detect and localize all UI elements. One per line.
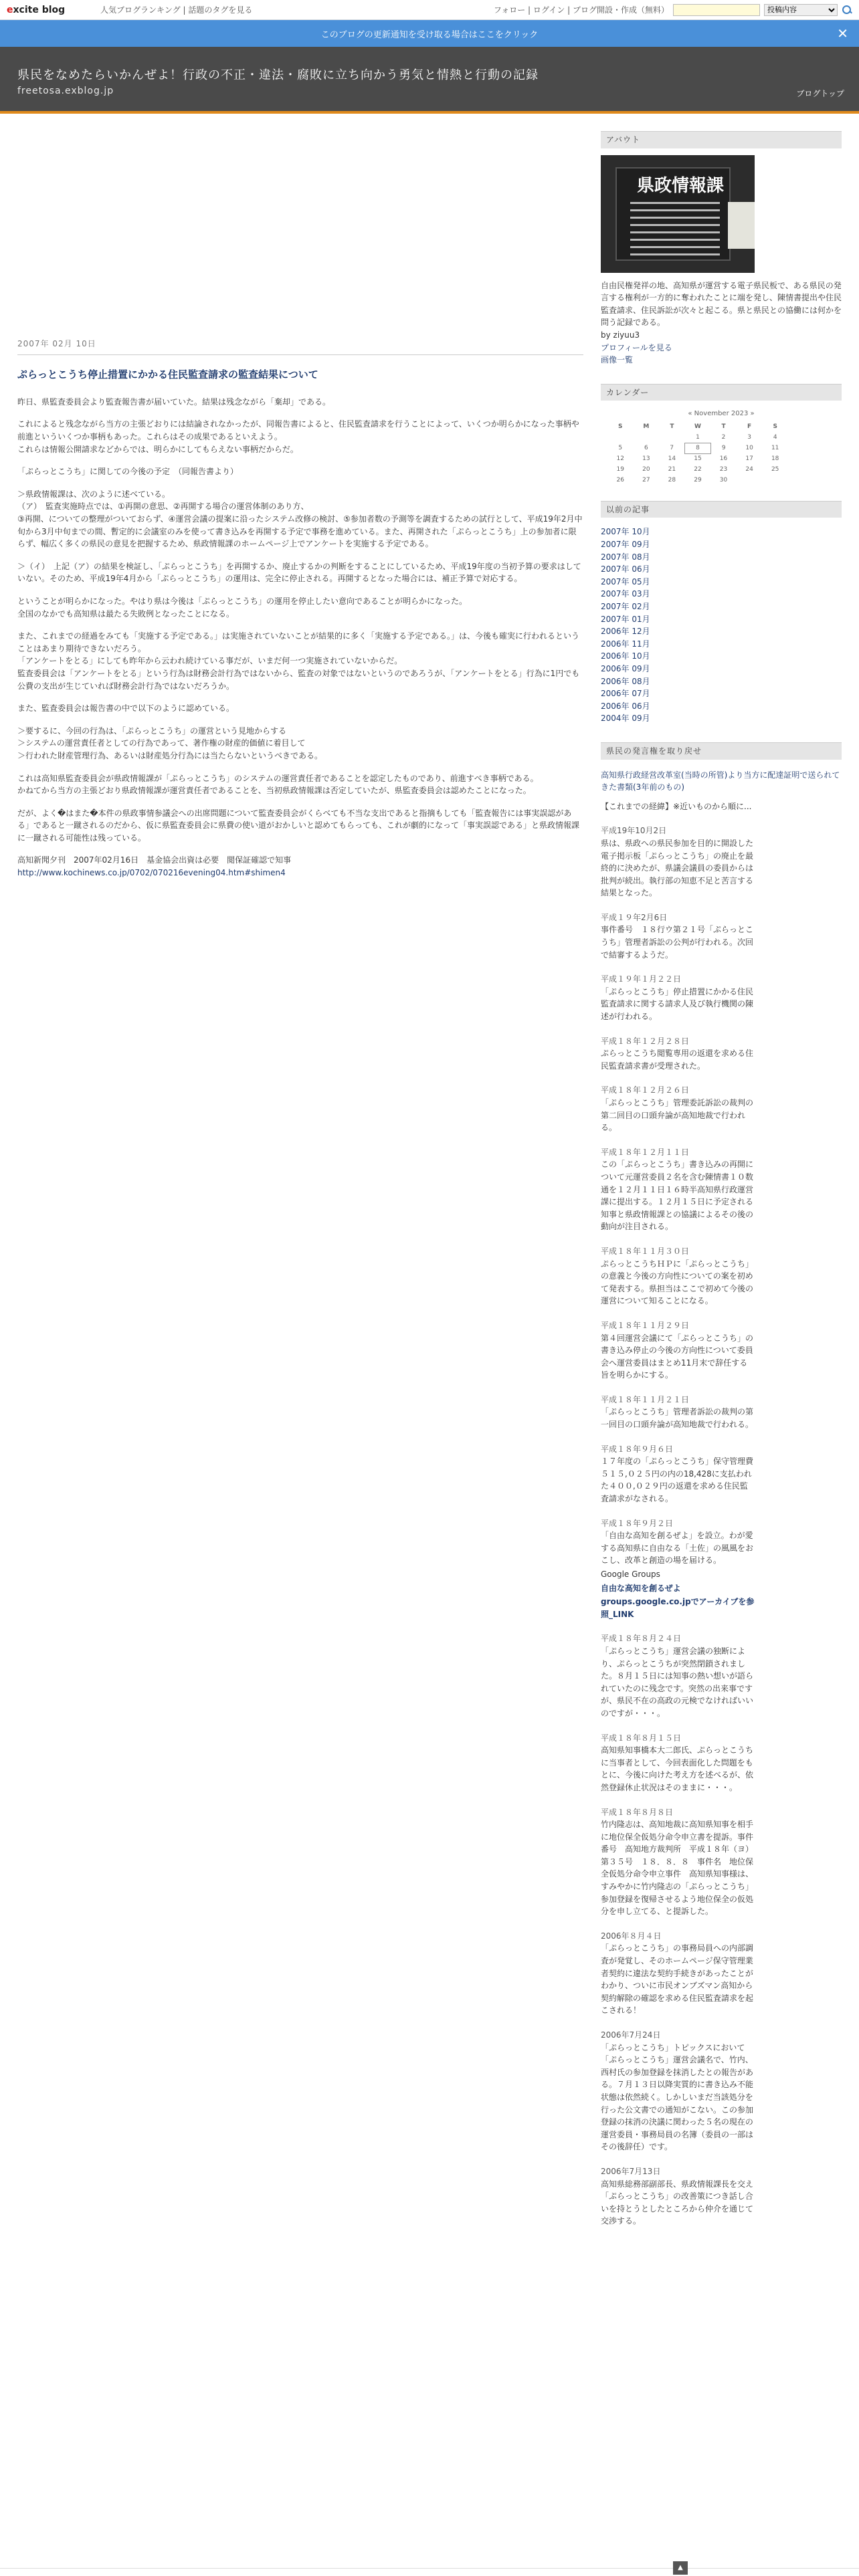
calendar-day: 18 xyxy=(771,455,779,462)
post-paragraph: ということが明らかになった。やはり県は今後は「ぷらっとこうち」の運用を停止したい意向であることが明らかになった。 xyxy=(17,596,468,606)
paragraph-gap xyxy=(17,762,583,772)
post-paragraph: 「ぷらっとこうち」に関しての今後の予定 （同報告書より） xyxy=(17,467,239,477)
calendar-day: 29 xyxy=(694,476,702,484)
main-content xyxy=(17,338,583,879)
timeline-entry xyxy=(601,1394,755,1431)
latest-history-note: 【これまでの経緯】※近いものから順に... xyxy=(601,801,752,811)
page-top-button[interactable]: ▲ xyxy=(673,2561,688,2575)
calendar-weekday: W xyxy=(694,423,701,430)
post-title[interactable]: ぷらっとこうち停止措置にかかる住民監査請求の監査結果について xyxy=(17,368,318,381)
timeline-date: 平成１８年８月１５日 xyxy=(601,1733,682,1743)
paragraph-gap xyxy=(17,408,583,418)
timeline-date: 平成１８年８月２４日 xyxy=(601,1634,682,1644)
archive-link[interactable]: 2006年 08月 xyxy=(601,676,650,686)
calendar-day: 7 xyxy=(670,444,674,451)
timeline-entry xyxy=(601,1517,755,1567)
calendar-day: 20 xyxy=(642,465,650,473)
archive-link[interactable]: 2007年 08月 xyxy=(601,552,650,562)
post-paragraph: ＞システムの運営責任者としての行為であって、著作権の財産的価値に着目して xyxy=(17,738,306,748)
timeline-entry xyxy=(601,1632,755,1719)
archive-link[interactable]: 2007年 09月 xyxy=(601,540,650,550)
timeline-entry xyxy=(601,1443,755,1505)
timeline-entry xyxy=(601,825,755,899)
calendar-week-row xyxy=(607,465,788,475)
archive-link[interactable]: 2006年 12月 xyxy=(601,627,650,637)
paragraph-gap xyxy=(17,478,583,488)
news-article-link[interactable]: http://www.kochinews.co.jp/0702/070216evening04.htm#shimen4 xyxy=(17,868,286,878)
archive-link[interactable]: 2007年 05月 xyxy=(601,576,650,586)
timeline-text[interactable]: Google Groups xyxy=(601,1570,660,1579)
calendar-day: 24 xyxy=(745,465,753,473)
timeline-date: 平成１８年１２月１１日 xyxy=(601,1147,690,1157)
blog-title[interactable]: 県民をなめたらいかんぜよ！行政の不正・違法・腐敗に立ち向かう勇気と情熱と行動の記録 xyxy=(17,68,539,82)
calendar-day: 4 xyxy=(773,433,777,441)
calendar-day: 26 xyxy=(616,476,624,484)
calendar-day: 22 xyxy=(694,465,702,473)
calendar-weekday: S xyxy=(773,423,777,430)
post-paragraph: 「アンケートをとる」にしても昨年から云われ続けている事だが、いまだ何一つ実施されていないからだ。 xyxy=(17,656,403,666)
paragraph-gap xyxy=(17,455,583,465)
calendar-weekday: T xyxy=(721,423,726,430)
calendar-day: 30 xyxy=(719,476,728,484)
calendar-day: 6 xyxy=(644,444,648,451)
image-list-link[interactable]: 画像一覧 xyxy=(601,355,634,365)
timeline-entry xyxy=(601,1596,755,1620)
paragraph-gap xyxy=(17,797,583,807)
timeline-text: 県は、県政への県民参加を目的に開設した電子掲示板「ぷらっとこうち」の廃止を最終的に決めたが、県議会議員の委員からは批判が続出。執行部の知恵不足と苦言する結果となった。 xyxy=(601,838,754,898)
post-paragraph: また、これまでの経過をみても「実施する予定である。」は実施されていないことが結果的に多く「実施する予定である。」は、今後も確実に行われるということはあまり期待できないだろう。 xyxy=(17,631,580,653)
calendar-week-row xyxy=(607,443,788,454)
calendar xyxy=(601,409,842,486)
post-paragraph: （ア） 監査実施時点では、①再開の意思、②再開する場合の運営体制のあり方、 xyxy=(17,502,309,512)
top-navigation-bar xyxy=(0,0,859,20)
timeline-text: 「ぷらっとこうち」管理委託訴訟の裁判の第二回目の口頭弁論が高知地裁で行われる。 xyxy=(601,1098,754,1133)
timeline-text: 高知県総務部副部長、県政情報課長を交え「ぷらっとこうち」の改善策につき話し合いを持とうとしたところから仲介を通じて交渉する。 xyxy=(601,2179,754,2226)
timeline-date: 2006年８月４日 xyxy=(601,1931,662,1941)
about-heading: アバウト xyxy=(601,131,842,148)
post-paragraph: ＞県政情報課は、次のように述べている。 xyxy=(17,489,171,499)
follow-notice-bar[interactable] xyxy=(0,20,859,47)
calendar-day xyxy=(762,475,788,486)
post-paragraph: これは高知県監査委員会が県政情報課が「ぷらっとこうち」のシステムの運営責任者であることを認定したものであり、前進すべき事柄である。 xyxy=(17,773,539,783)
timeline-entry xyxy=(601,2165,755,2228)
timeline-entry xyxy=(601,911,755,961)
calendar-day xyxy=(634,433,660,443)
calendar-day xyxy=(607,433,634,443)
post-paragraph: ＞行われた財産管理行為、あるいは財産処分行為には当たらないというべきである。 xyxy=(17,750,323,760)
timeline-date: 平成１９年2月6日 xyxy=(601,912,668,922)
sign-text-lines xyxy=(630,202,720,261)
timeline-entry xyxy=(601,1732,755,1794)
timeline-text: １７年度の「ぷらっとこうち」保守管理費５１５,０２５円の内の18,428に支払われた４００,０２９円の返還を求める住民監査請求がなされる。 xyxy=(601,1457,754,1504)
paragraph-gap xyxy=(17,550,583,560)
archive-link[interactable]: 2006年 07月 xyxy=(601,689,650,699)
blog-header xyxy=(0,47,859,114)
post-paragraph: かねてから当方の主張どおり県政情報課が運営責任者であることを、当初県政情報課は否定していたが、県監査委員会は認めたことになった。 xyxy=(17,786,531,796)
top-links[interactable]: 人気ブログランキング | 話題のタグを見る xyxy=(100,5,253,15)
timeline-text: 「ぷらっとこうち」管理者訴訟の裁判の第一回目の口頭弁論が高知地裁で行われる。 xyxy=(601,1407,754,1430)
calendar-day: 15 xyxy=(694,455,702,463)
timeline-date: 平成１８年１２月２６日 xyxy=(601,1085,690,1095)
calendar-day: 16 xyxy=(719,455,728,462)
calendar-weekday: S xyxy=(618,423,623,430)
timeline-text: 「ぷらっとこうち」の事務局員への内部調査が発覚し、そのホームページ保守管理業者契約に違法な契約手続きがあったことがわかり、ついに市民オンブズマン高知から契約解除の確認を求める住民監査請求を起こされる！ xyxy=(601,1943,754,2016)
sidebar xyxy=(601,131,842,2228)
timeline-date: 平成１８年１１月２１日 xyxy=(601,1394,690,1404)
calendar-day: 1 xyxy=(696,433,700,441)
timeline-entry xyxy=(601,2029,755,2153)
paper-sheet xyxy=(728,202,755,249)
timeline-entry xyxy=(601,1319,755,1382)
post-paragraph: 全国のなかでも高知県は最たる失敗例となったことになる。 xyxy=(17,609,235,619)
calendar-week-row xyxy=(607,433,788,443)
post-paragraph: これらは情報公開請求などからでは、明らかにしてもらえない事柄だからだ。 xyxy=(17,444,298,454)
paragraph-gap xyxy=(17,585,583,595)
timeline-text: 高知県知事橋本大二郎氏、ぷらっとこうちに当事者として、今回表面化した問題をもとに、今後に向けた考え方を述べるが、依然登録休止状況はそのままに・・・。 xyxy=(601,1745,754,1792)
timeline-entry xyxy=(601,1084,755,1134)
header-divider xyxy=(0,111,859,114)
timeline-date: 平成19年10月2日 xyxy=(601,826,667,836)
timeline-date: 平成１８年９月２日 xyxy=(601,1518,674,1528)
timeline-date: 平成１８年１１月３０日 xyxy=(601,1246,690,1256)
timeline-text: 「ぷらっとこうち」トピックスにおいて「ぷらっとこうち」運営会議名で、竹内、西村氏の参加登録を抹消したとの報告がある。７月１３日以降実質的に書き込み不能状態は依然続く。しかしいまだ当該処分を行った公文書での通知がこない。この参加登録の抹消の決議に関わった５名の現在の運営委員・事務局員の名簿（委員の一部はその後辞任）です。 xyxy=(601,2042,754,2152)
calendar-day: 10 xyxy=(745,444,753,451)
calendar-day: 5 xyxy=(618,444,623,451)
post-date: 2007年 02月 10日 xyxy=(17,338,583,355)
timeline-text: ぷらっとこうちＨＰに「ぷらっとこうち」の意義と今後の方向性についての案を初めて発表する。県担当はここで初めて今後の運営について知ることになる。 xyxy=(601,1259,754,1306)
calendar-day: 19 xyxy=(616,465,624,473)
post-paragraph: ＞（イ） 上記（ア）の結果を検証し、「ぷらっとこうち」を再開するか、廃止するかの判断をすることにしているため、平成19年度の当初予算の要求はしていない。そのため、平成19年4月から「ぷらっとこうち」の運用は、完全に停止される。再開するとなった場合には、補正予算で対応する。 xyxy=(17,561,581,584)
search-scope-select[interactable] xyxy=(764,4,838,16)
calendar-day: 12 xyxy=(616,455,624,462)
calendar-day: 17 xyxy=(745,455,753,462)
calendar-day: 13 xyxy=(642,455,650,462)
about-text: 自由民権発祥の地、高知県が運営する電子県民板で、ある県民の発言する権利が一方的に奪われたことに端を発し、陳情書提出や住民監査請求、住民訴訟が次々と起こる。県と県民との協働には何かを問う記録である。 xyxy=(601,280,842,328)
post-paragraph: ＞要するに、今回の行為は、「ぷらっとこうち」の運営という見地からする xyxy=(17,726,287,736)
calendar-day: 27 xyxy=(642,476,650,484)
timeline-date: 平成１８年１２月２８日 xyxy=(601,1036,690,1046)
timeline-text: 第４回運営会議にて「ぷらっとこうち」の書き込み停止の今後の方向性について委員会へ運営委員はまとめ11月末で辞任する旨を明らかにする。 xyxy=(601,1333,754,1380)
profile-image[interactable] xyxy=(601,155,755,273)
calendar-day: 3 xyxy=(747,433,751,441)
calendar-week-row xyxy=(607,475,788,486)
timeline-text: この「ぷらっとこうち」書き込みの再開について元運営委員２名を含む陳情書１０数通を１２月１１日１６時半高知県行政運営課に提出する。１２月１５日に予定される知事と県政情報課との協議によるその後の動向が注目される。 xyxy=(601,1160,754,1232)
close-icon[interactable]: ✕ xyxy=(837,25,848,41)
post-paragraph: 昨日、県監査委員会より監査報告書が届いていた。結果は残念ながら「棄却」である。 xyxy=(17,397,331,407)
calendar-header-row xyxy=(607,422,788,433)
timeline-text: 「ぷらっとこうち」停止措置にかかる住民監査請求に関する請求人及び執行機関の陳述が行われる。 xyxy=(601,986,754,1022)
post-paragraph: だが、よく�はまた�本件の県政事情参議会への出席問題について監査委員会がくらべても不当な支出であると指摘もしても「監査報告には事実誤認がある」であると一蹴されるのだから、仮に県監査委員会に県費の使い道がおかしいと認めてもらっても、これが劇的になって「事実誤認である」と県政情報課に一蹴される可能性は残っている。 xyxy=(17,808,580,843)
calendar-day: 25 xyxy=(771,465,779,473)
timeline-date: 2006年7月24日 xyxy=(601,2030,661,2040)
timeline-entry xyxy=(601,1146,755,1233)
blog-url: freetosa.exblog.jp xyxy=(17,86,114,96)
search-input[interactable] xyxy=(673,4,760,16)
search-icon[interactable] xyxy=(842,5,852,15)
timeline-text[interactable]: groups.google.co.jpでアーカイブを参照_LINK xyxy=(601,1597,755,1619)
archive-link[interactable]: 2007年 06月 xyxy=(601,564,650,574)
timeline-entry xyxy=(601,1035,755,1073)
calendar-week-row xyxy=(607,454,788,465)
paragraph-gap xyxy=(17,692,583,702)
calendar-day: 9 xyxy=(721,444,726,451)
timeline-text: 事件番号 １８行ウ第２１号「ぷらっとこうち」管理者訴訟の公判が行われる。次回で結審するようだ。 xyxy=(601,925,754,960)
calendar-day: 2 xyxy=(721,433,726,441)
post-paragraph: 監査委員会は「アンケートをとる」という行為は財務会計行為ではないから、監査の対象ではないというのであろうが、「アンケートをとる」行為に1円でも公費の支出が生じていれば財務会計行為ではないだろうか。 xyxy=(17,668,580,691)
about-author: by ziyuu3 xyxy=(601,330,640,340)
profile-link[interactable]: プロフィールを見る xyxy=(601,342,672,352)
timeline-text: 「ぷらっとこうち」運営会議の独断により、ぷらっとこうちが突然閉鎖されました。８月１５日には知事の熱い想いが語られていたのに残念です。突然の出来事ですが、県民不在の高政の元検でなければいいのですが・・・。 xyxy=(601,1646,754,1718)
calendar-table xyxy=(607,422,788,486)
paragraph-gap xyxy=(17,620,583,630)
post-body xyxy=(17,396,583,867)
archive-link[interactable]: 2006年 11月 xyxy=(601,639,650,649)
blog-top-link[interactable]: ブログトップ xyxy=(796,89,844,98)
timeline-date: 平成１９年１月２２日 xyxy=(601,974,682,984)
timeline-entry xyxy=(601,1245,755,1307)
timeline-entry xyxy=(601,1582,755,1595)
timeline-entry xyxy=(601,1806,755,1918)
timeline-text: 竹内隆志は、高知地裁に高知県知事を相手に地位保全仮処分命令申立書を提訴。事件番号 高知地方裁判所 平成１８年（ヨ）第３５号 １８．８．８ 事件名 地位保全仮処分命令申立事件 高知県知事様は、すみやかに竹内隆志の「ぷらっとこうち」参加登録を復帰させるよう地位保全の仮処分を申し立てる、と提訴した。 xyxy=(601,1820,754,1917)
follow-notice-text[interactable]: このブログの更新通知を受け取る場合はここをクリック xyxy=(320,29,539,40)
timeline-date: 2006年7月13日 xyxy=(601,2166,661,2176)
paragraph-gap xyxy=(17,844,583,854)
timeline-entry xyxy=(601,973,755,1023)
sign-board xyxy=(615,167,731,261)
timeline-text[interactable]: 自由な高知を創るぜよ xyxy=(601,1583,681,1593)
archive-link[interactable]: 2006年 09月 xyxy=(601,663,650,673)
calendar-day: 23 xyxy=(719,465,728,473)
archive-link[interactable]: 2007年 10月 xyxy=(601,527,650,537)
timeline-entries xyxy=(601,825,755,2228)
top-right-controls xyxy=(494,4,852,16)
calendar-day: 28 xyxy=(668,476,676,484)
sign-title: 県政情報課 xyxy=(637,175,725,196)
calendar-heading: カレンダー xyxy=(601,384,842,401)
timeline-entry xyxy=(601,1930,755,2017)
account-links[interactable]: フォロー | ログイン | ブログ開設・作成（無料） xyxy=(493,5,669,15)
post-paragraph: これによると残念ながら当方の主張どおりには結論されなかったが、同報告書によると、住民監査請求を行うことによって、いくつか明らかになった事柄や前進といういくつか事柄もあった。これらはその成果であるといえよう。 xyxy=(17,419,579,442)
timeline-date: 平成１８年１１月２９日 xyxy=(601,1320,690,1330)
timeline-text: ぷらっとこうち閲覧専用の返還を求める住民監査請求書が受理された。 xyxy=(601,1049,754,1071)
archive-link[interactable]: 2004年 09月 xyxy=(601,714,650,724)
timeline-entry xyxy=(601,1568,755,1581)
post-paragraph: ③再開、についての整理がついておらず、④運営会議の提案に沿ったシステム改修の検討、⑤参加者数の予測等を調査するための試行として、平成19年2月中旬から3月中旬までの間、暫定的に会議室のみを使って書き込みを再開する予定で事務を進めている。また、再開された「ぷらっとこうち」上の参加者に限らず、幅広く多くの県民の意見を把握するため、県政情報課のホームページ上でアンケートを実施する予定である。 xyxy=(17,514,583,549)
news-heading: 県民の発言権を取り戻せ xyxy=(601,742,842,760)
archive-link[interactable]: 2007年 03月 xyxy=(601,589,650,599)
official-document-link[interactable]: 高知県行政経営改革室(当時の所管)より当方に配達証明で送られてきた書類(3年前のもの) xyxy=(601,770,840,792)
calendar-day xyxy=(737,475,763,486)
calendar-day: 11 xyxy=(771,444,779,451)
calendar-day xyxy=(659,433,685,443)
calendar-day: 8 xyxy=(685,443,711,454)
archive-link[interactable]: 2007年 02月 xyxy=(601,602,650,611)
timeline-date: 平成１８年８月８日 xyxy=(601,1807,674,1817)
paragraph-gap xyxy=(17,715,583,725)
archive-link[interactable]: 2007年 01月 xyxy=(601,614,650,624)
archive-link[interactable]: 2006年 10月 xyxy=(601,651,650,661)
calendar-day: 21 xyxy=(668,465,676,473)
calendar-weekday: M xyxy=(643,423,650,430)
calendar-weekday: F xyxy=(747,423,752,430)
archive-heading: 以前の記事 xyxy=(601,501,842,518)
calendar-month[interactable]: « November 2023 » xyxy=(688,410,755,418)
post-paragraph: 高知新聞夕刊 2007年02月16日 基金協会出資は必要 閲保証確認で知事 xyxy=(17,855,292,865)
excite-blog-logo[interactable]: excite blog xyxy=(7,4,66,15)
page-bottom-divider xyxy=(0,2568,859,2569)
timeline-text: 「自由な高知を創るぜよ」を設立。わが愛する高知県に自由なる「土佐」の風風をおこし、改革と創造の場を届ける。 xyxy=(601,1531,754,1566)
timeline-date: 平成１８年９月６日 xyxy=(601,1444,674,1454)
post-paragraph: また、監査委員会は報告書の中で以下のように認めている。 xyxy=(17,704,235,714)
archive-link[interactable]: 2006年 06月 xyxy=(601,701,650,711)
calendar-day: 14 xyxy=(668,455,676,462)
calendar-weekday: T xyxy=(670,423,674,430)
archive-list xyxy=(601,526,842,725)
